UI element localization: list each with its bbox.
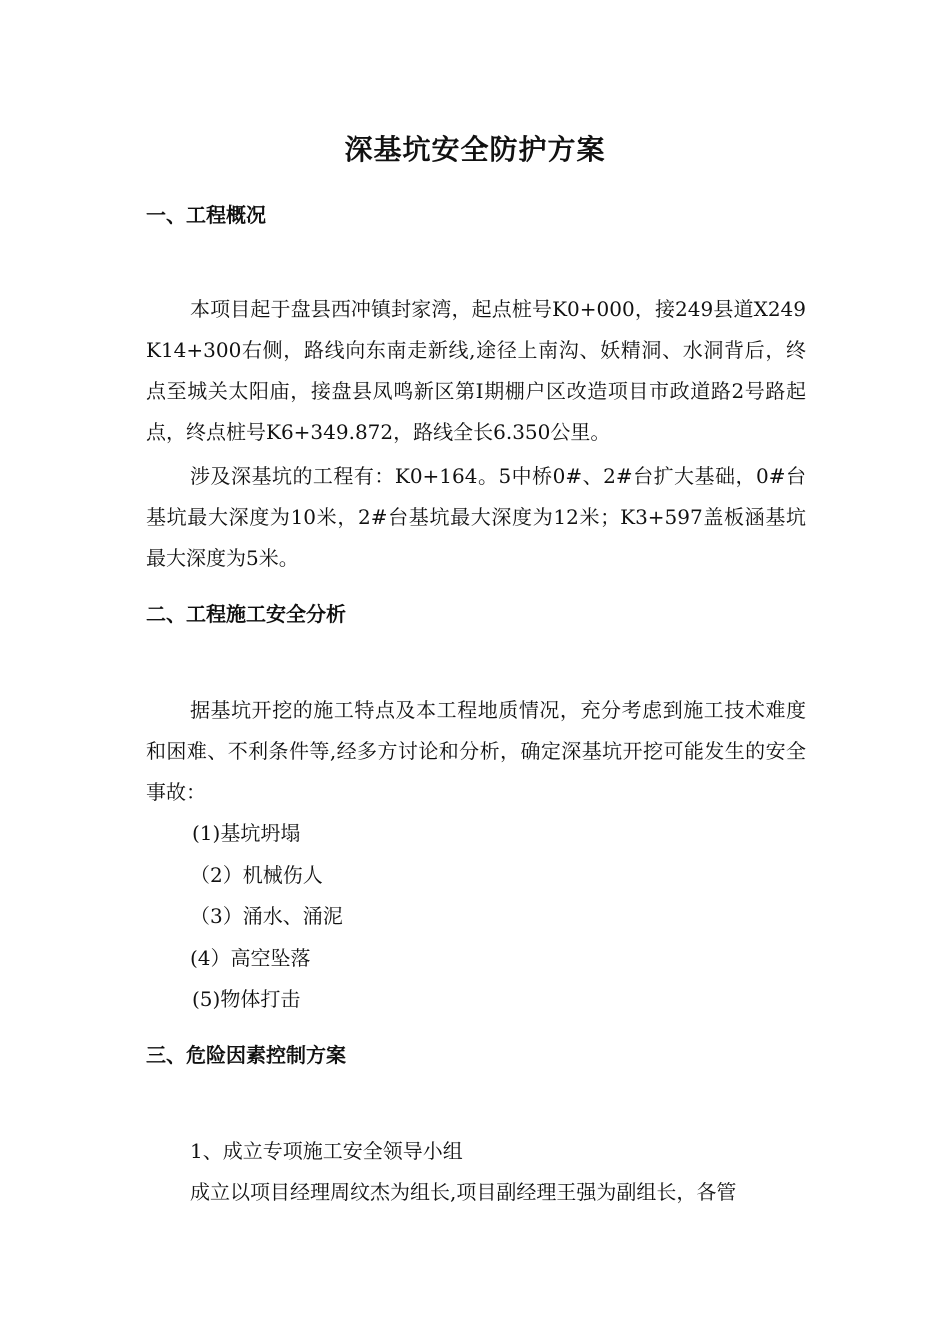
hazard-item-2: （2）机械伤人 xyxy=(190,863,323,887)
section-1-paragraph-2: 涉及深基坑的工程有：K0+164。5中桥0#、2#台扩大基础，0#台基坑最大深度为10米，2#台基坑最大深度为12米；K3+597盖板涵基坑最大深度为5米。 xyxy=(146,464,806,570)
hazard-item-5: (5)物体打击 xyxy=(192,987,301,1011)
section-1-heading: 一、工程概况 xyxy=(146,203,266,227)
section-2-heading: 二、工程施工安全分析 xyxy=(146,602,346,626)
section-3-heading: 三、危险因素控制方案 xyxy=(146,1043,346,1067)
hazard-item-1: (1)基坑坍塌 xyxy=(192,821,301,845)
hazard-item-3: （3）涌水、涌泥 xyxy=(190,904,343,928)
section-3-paragraph-1: 成立以项目经理周纹杰为组长,项目副经理王强为副组长，各管 xyxy=(190,1180,737,1204)
document-title: 深基坑安全防护方案 xyxy=(344,133,606,166)
hazard-item-4: (4）高空坠落 xyxy=(190,946,311,970)
section-1-paragraph-1: 本项目起于盘县西冲镇封家湾，起点桩号K0+000，接249县道X249K14+300右侧，路线向东南走新线,途径上南沟、妖精洞、水洞背后，终点至城关太阳庙，接盘县凤鸣新区第Ⅰ期棚户区改造项目市政道路2号路起点，终点桩号K6+349.872，路线全长6.350公里。 xyxy=(146,297,806,444)
section-3-subheading: 1、成立专项施工安全领导小组 xyxy=(190,1139,463,1163)
section-2-paragraph-1: 据基坑开挖的施工特点及本工程地质情况，充分考虑到施工技术难度和困难、不利条件等,经多方讨论和分析，确定深基坑开挖可能发生的安全事故： xyxy=(146,698,806,804)
